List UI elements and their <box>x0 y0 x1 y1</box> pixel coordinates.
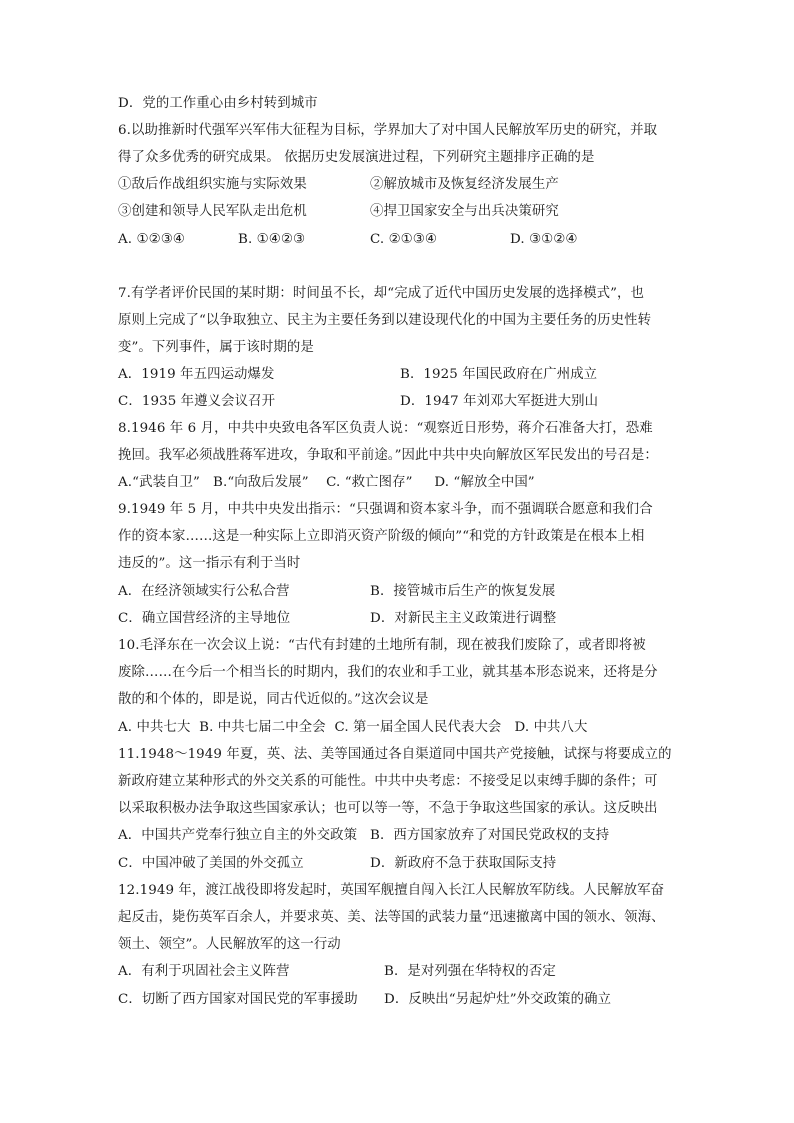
q11-stem-line-2: 新政府建立某种形式的外交关系的可能性。中共中央考虑：不接受足以束缚手脚的条件；可 <box>118 774 658 789</box>
q9-option-a: A．在经济领域实行公私合营 <box>118 584 290 599</box>
q9-stem-line-3: 违反的”。这一指示有利于当时 <box>118 556 301 571</box>
q10-stem-line-1: 10.毛泽东在一次会议上说：“古代有封建的土地所有制，现在被我们废除了，或者即将被 <box>118 638 646 653</box>
q11-stem-line-3: 以采取积极办法争取这些国家承认；也可以等一等，不急于争取这些国家的承认。这反映出 <box>118 801 658 816</box>
q6-option-d: D. ③①②④ <box>510 232 578 247</box>
q6-item-3: ③创建和领导人民军队走出危机 <box>118 204 307 219</box>
q11-options-row-1 <box>118 827 610 845</box>
q6-stem-line-2: 得了众多优秀的研究成果。 依据历史发展演进过程，下列研究主题排序正确的是 <box>118 150 595 165</box>
q11-options-row-2 <box>118 855 557 873</box>
q7-stem-line-2: 原则上完成了“以争取独立、民主为主要任务到以建设现代化的中国为主要任务的历史性转 <box>118 313 652 328</box>
q9-option-b: B．接管城市后生产的恢复发展 <box>370 584 556 599</box>
q12-options-row-1 <box>118 963 556 981</box>
q12-stem-line-3: 领土、领空”。人民解放军的这一行动 <box>118 937 341 952</box>
q7-stem-line-1: 7.有学者评价民国的某时期：时间虽不长，却“完成了近代中国历史发展的选择模式”，也 <box>118 286 645 301</box>
q7-options-row-1 <box>118 366 598 384</box>
q6-item-1: ①敌后作战组织实施与实际效果 <box>118 177 307 192</box>
q9-stem-line-2: 作的资本家……这是一种实际上立即消灭资产阶级的倾向”“和党的方针政策是在根本上相 <box>118 529 645 544</box>
q6-option-c: C. ②①③④ <box>370 232 437 247</box>
q8-options: A.“武装自卫” B.“向敌后发展” C. “救亡图存” D. “解放全中国” <box>118 475 535 490</box>
q6-item-4: ④捍卫国家安全与出兵决策研究 <box>370 204 559 219</box>
q10-stem-line-2: 废除……在今后一个相当长的时期内，我们的农业和手工业，就其基本形态说来，还将是分 <box>118 665 658 680</box>
q8-stem-line-2: 挽回。我军必须战胜蒋军进攻，争取和平前途。”因此中共中央向解放区军民发出的号召是： <box>118 448 658 463</box>
q11-option-d: D．新政府不急于获取国际支持 <box>370 856 557 871</box>
q7-option-a: A．1919 年五四运动爆发 <box>118 367 275 382</box>
q7-option-c: C．1935 年遵义会议召开 <box>118 394 276 409</box>
q9-stem-line-1: 9.1949 年 5 月，中共中央发出指示：“只强调和资本家斗争，而不强调联合愿意和我们合 <box>118 502 653 517</box>
q6-option-a: A. ①②③④ <box>118 232 185 247</box>
q6-item-row-1 <box>118 176 559 194</box>
q12-stem-line-1: 12.1949 年，渡江战役即将发起时，英国军舰擅自闯入长江人民解放军防线。人民解放军奋 <box>118 883 665 898</box>
q7-options-row-2 <box>118 393 599 411</box>
q10-stem-line-3: 散的和个体的，即是说，同古代近似的。”这次会议是 <box>118 692 429 707</box>
q12-option-a: A．有利于巩固社会主义阵营 <box>118 964 290 979</box>
q8-stem-line-1: 8.1946 年 6 月，中共中央致电各军区负责人说：“观察近日形势，蒋介石准备大打，恐难 <box>118 421 653 436</box>
q6-item-row-2 <box>118 203 559 221</box>
q11-option-b: B．西方国家放弃了对国民党政权的支持 <box>370 828 610 843</box>
q9-option-d: D．对新民主主义政策进行调整 <box>370 611 557 626</box>
q12-stem-line-2: 起反击，毙伤英军百余人，并要求英、美、法等国的武装力量“迅速撤离中国的领水、领海、 <box>118 910 665 925</box>
q6-options <box>118 231 578 249</box>
q12-option-c: C．切断了西方国家对国民党的军事援助 <box>118 992 358 1007</box>
q11-stem-line-1: 11.1948～1949 年夏，英、法、美等国通过各自渠道同中国共产党接触，试探与将要成立的 <box>118 747 672 762</box>
q6-stem-line-1: 6.以助推新时代强军兴军伟大征程为目标，学界加大了对中国人民解放军历史的研究，并取 <box>118 123 658 138</box>
q12-option-b: B．是对列强在华特权的否定 <box>384 964 556 979</box>
q6-item-2: ②解放城市及恢复经济发展生产 <box>370 177 559 192</box>
q9-options-row-1 <box>118 583 556 601</box>
q12-option-d: D．反映出“另起炉灶”外交政策的确立 <box>384 992 612 1007</box>
q7-stem-line-3: 变”。下列事件，属于该时期的是 <box>118 340 314 355</box>
q5-option-d: D．党的工作重心由乡村转到城市 <box>118 96 318 111</box>
q11-option-c: C．中国冲破了美国的外交孤立 <box>118 856 304 871</box>
q11-option-a: A．中国共产党奉行独立自主的外交政策 <box>118 828 358 843</box>
q12-options-row-2 <box>118 991 612 1009</box>
q7-option-b: B．1925 年国民政府在广州成立 <box>400 367 598 382</box>
q6-option-b: B. ①④②③ <box>238 232 306 247</box>
q7-option-d: D．1947 年刘邓大军挺进大别山 <box>400 394 599 409</box>
q10-options: A. 中共七大 B. 中共七届二中全会 C. 第一届全国人民代表大会 D. 中共八大 <box>118 720 588 735</box>
q9-option-c: C．确立国营经济的主导地位 <box>118 611 291 626</box>
q9-options-row-2 <box>118 610 557 628</box>
